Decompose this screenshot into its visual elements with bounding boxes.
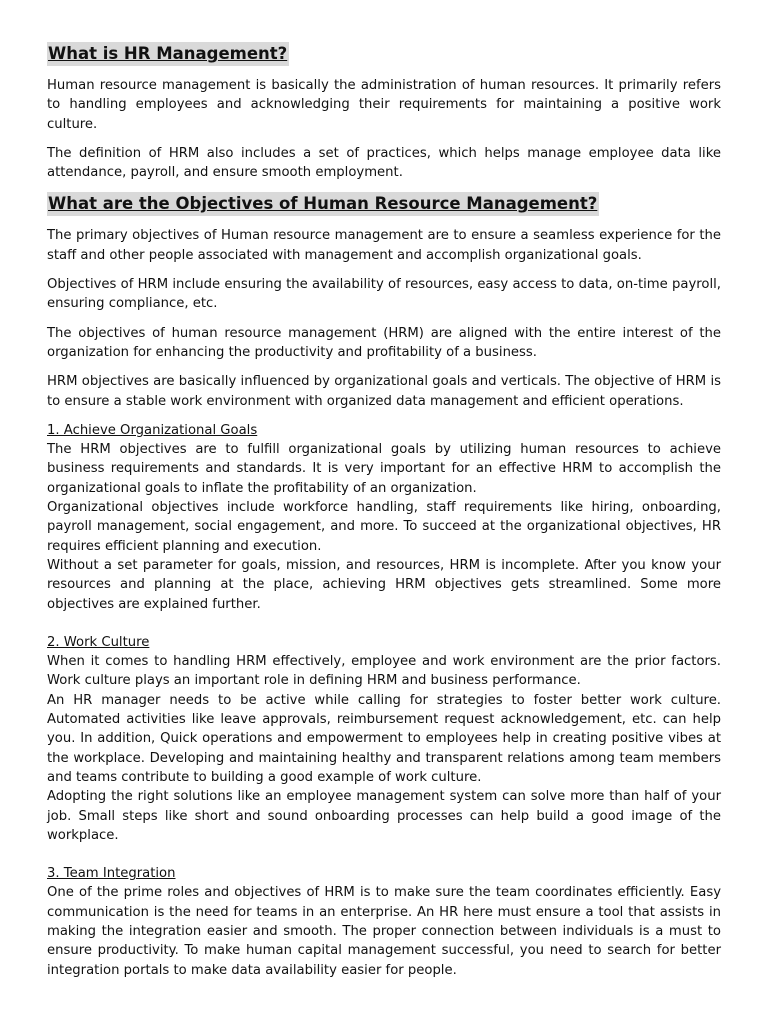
objective-achieve-goals bbox=[47, 421, 721, 614]
objective-paragraph: Adopting the right solutions like an employee management system can solve more than half of your job. Small steps like short and sound onboarding processes can help build a good image of the workplace. bbox=[47, 789, 721, 843]
paragraph: The primary objectives of Human resource management are to ensure a seamless experience for the staff and other people associated with management and accomplish organizational goals. bbox=[47, 228, 721, 263]
paragraph: Objectives of HRM include ensuring the availability of resources, easy access to data, on-time payroll, ensuring compliance, etc. bbox=[47, 277, 721, 312]
objective-title: 2. Work Culture bbox=[47, 634, 150, 650]
objective-paragraph: The HRM objectives are to fulfill organizational goals by utilizing human resources to achieve business requirements and standards. It is very important for an effective HRM to accomplish the organizational goals to inflate the profitability of an organization. bbox=[47, 442, 721, 496]
objective-paragraph: Organizational objectives include workforce handling, staff requirements like hiring, onboarding, payroll management, social engagement, and more. To succeed at the organizational objectives, HR requires efficient planning and execution. bbox=[47, 500, 721, 554]
objective-title: 3. Team Integration bbox=[47, 866, 176, 882]
paragraph: The objectives of human resource management (HRM) are aligned with the entire interest of the organization for enhancing the productivity and profitability of a business. bbox=[47, 325, 721, 360]
objective-team-integration bbox=[47, 864, 721, 980]
objective-work-culture bbox=[47, 633, 721, 845]
objective-paragraph: Without a set parameter for goals, mission, and resources, HRM is incomplete. After you know your resources and planning at the place, achieving HRM objectives gets streamlined. Some more objectives are explained further. bbox=[47, 557, 721, 612]
section-objectives bbox=[47, 192, 721, 410]
heading-objectives: What are the Objectives of Human Resource Management? bbox=[47, 192, 599, 216]
paragraph: HRM objectives are basically influenced by organizational goals and verticals. The objective of HRM is to ensure a stable work environment with organized data management and efficient operations. bbox=[47, 374, 721, 409]
objective-paragraph: One of the prime roles and objectives of HRM is to make sure the team coordinates efficiently. Easy communication is the need for teams in an enterprise. An HR here must ensure a tool that assists in making the integration easier and smooth. The proper connection between individuals is a must to ensure productivity. To make human capital management successful, you need to search for better integration portals to make data availability easier for people. bbox=[47, 885, 721, 978]
objective-paragraph: When it comes to handling HRM effectively, employee and work environment are the prior factors. Work culture plays an important role in defining HRM and business performance. bbox=[47, 654, 721, 689]
paragraph: Human resource management is basically the administration of human resources. It primarily refers to handling employees and acknowledging their requirements for maintaining a positive work culture. bbox=[47, 78, 721, 132]
objective-title: 1. Achieve Organizational Goals bbox=[47, 422, 258, 438]
section-what-is-hrm bbox=[47, 42, 721, 182]
paragraph: The definition of HRM also includes a set of practices, which helps manage employee data like attendance, payroll, and ensure smooth employment. bbox=[47, 145, 721, 181]
heading-what-is-hrm: What is HR Management? bbox=[47, 42, 289, 66]
objective-paragraph: An HR manager needs to be active while calling for strategies to foster better work culture. Automated activities like leave approvals, reimbursement request acknowledgement, etc. can help you. In addition, Quick operations and empowerment to employees help in creating positive vibes at the workplace. Developing and maintaining healthy and transparent relations among team members and teams contribute to building a good example of work culture. bbox=[47, 692, 721, 785]
